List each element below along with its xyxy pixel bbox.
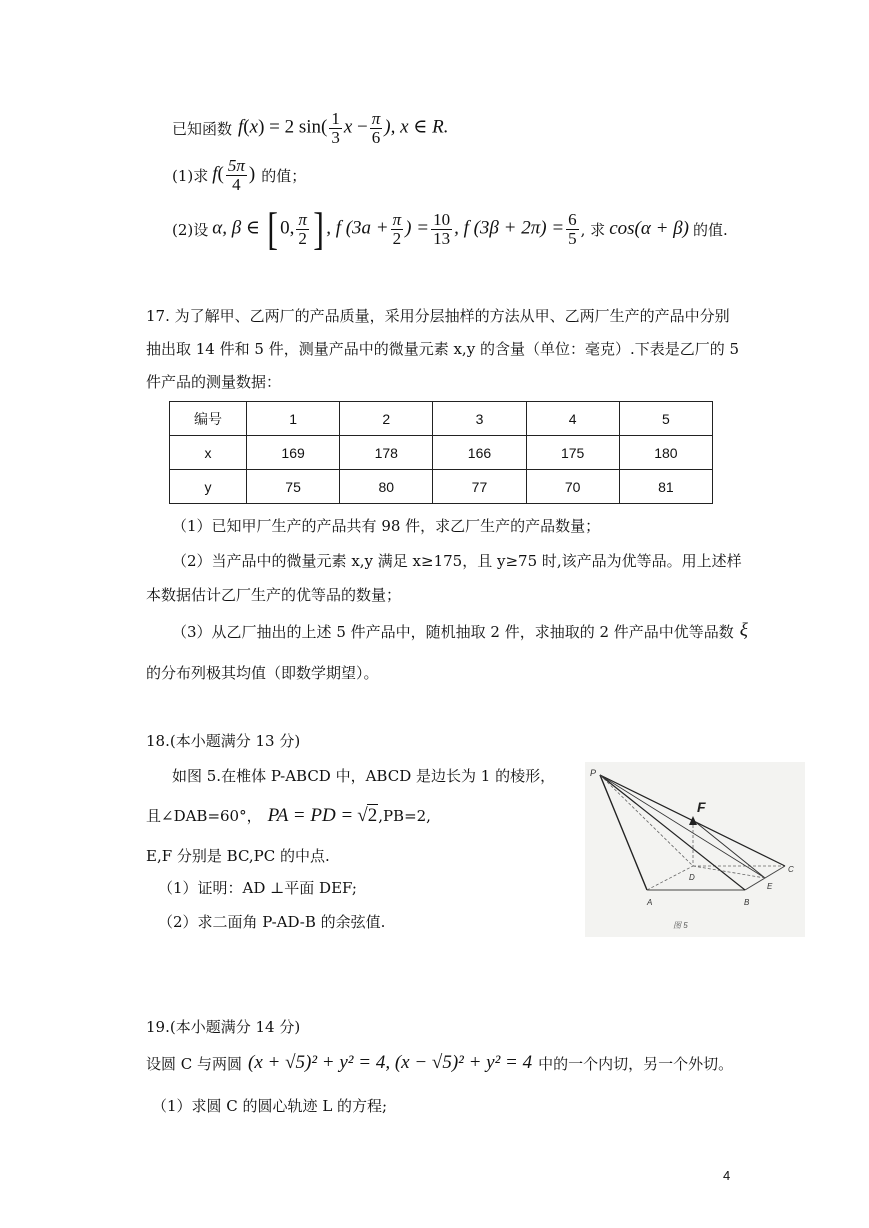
table-cell: 编号	[170, 402, 247, 436]
label-c: C	[788, 865, 794, 874]
table-cell: 81	[619, 470, 712, 504]
q18-header: 18.(本小题满分 13 分)	[146, 732, 301, 750]
q16-part2-label: (2)设	[172, 220, 209, 239]
q17-part3-b: 的分布列极其均值（即数学期望）。	[146, 664, 379, 682]
q19-line1: 设圆 C 与两圆 (x + √5)² + y² = 4, (x − √5)² + y² = 4 中的一个内切，另一个外切。	[146, 1052, 734, 1073]
q16-part2-ask: , 求	[580, 220, 606, 239]
f-symbol: f	[238, 116, 244, 138]
q17-line2: 抽出取 14 件和 5 件，测量产品中的微量元素 x,y 的含量（单位：毫克）.下表是乙厂的 5	[146, 340, 740, 358]
table-cell: 169	[247, 436, 340, 470]
q16-part1-suffix: 的值；	[261, 166, 307, 185]
label-e: E	[767, 882, 773, 891]
sqrt-two: √2	[357, 805, 378, 826]
table-cell: 5	[619, 402, 712, 436]
q16-part2-suffix: 的值.	[692, 220, 728, 239]
table-cell: x	[170, 436, 247, 470]
table-cell: 70	[526, 470, 619, 504]
q16-part1-math: f( $\frac{5\pi}{4}$ )	[212, 155, 256, 194]
table-header-row	[170, 402, 713, 436]
label-p: P	[590, 768, 597, 778]
table-cell: 4	[526, 402, 619, 436]
table-cell: 2	[340, 402, 433, 436]
q19-header: 19.(本小题满分 14 分)	[146, 1018, 301, 1036]
label-d: D	[689, 873, 695, 882]
q18-part2: （2）求二面角 P-AD-B 的余弦值.	[158, 913, 386, 931]
eq-sin: = 2 sin(	[269, 116, 328, 138]
frac-10-13: $\frac{10}{13}$	[433, 209, 451, 248]
q16-part2-math: α, β ∈ [ 0, $\frac{\pi}{2}$ ] , f (3a + $\frac{\pi}{2}$ ) = $\frac{10}{13}$ , f (3β + 2π) = $\frac{6}{5}$	[212, 203, 577, 254]
q19-circles-equation: (x + √5)² + y² = 4, (x − √5)² + y² = 4	[248, 1052, 533, 1073]
frac-pi-six: $\frac{\pi}{6}$	[371, 108, 381, 147]
figure-caption: 图 5	[673, 921, 688, 930]
label-b: B	[744, 898, 750, 907]
q16-statement	[172, 106, 448, 150]
q17-data-table	[169, 401, 713, 504]
q18-line2: 且∠DAB=60°， PA = PD = √2 ,PB=2,	[146, 804, 431, 826]
q17-part3-a: （3）从乙厂抽出的上述 5 件产品中，随机抽取 2 件，求抽取的 2 件产品中优等品数 ξ	[172, 620, 748, 641]
q18-part1: （1）证明：AD ⊥平面 DEF;	[158, 879, 357, 897]
q18-line3: E,F 分别是 BC,PC 的中点.	[146, 847, 330, 865]
q17-line1: 17. 为了解甲、乙两厂的产品质量，采用分层抽样的方法从甲、乙两厂生产的产品中分别	[146, 307, 730, 325]
q17-part2-a: （2）当产品中的微量元素 x,y 满足 x≥175，且 y≥75 时,该产品为优等品。用上述样	[172, 552, 742, 570]
q16-part2	[172, 202, 728, 256]
table-cell: 80	[340, 470, 433, 504]
table-cell: y	[170, 470, 247, 504]
table-cell: 180	[619, 436, 712, 470]
q16-function: f(x) = 2 sin( $\frac{1}{3}$ x − $\frac{\pi}{6}$ ), x ∈ R.	[238, 108, 449, 147]
frac-one-third: $\frac{1}{3}$	[331, 108, 340, 147]
q18-line1: 如图 5.在椎体 P-ABCD 中，ABCD 是边长为 1 的棱形，	[172, 767, 556, 785]
q17-part2-b: 本数据估计乙厂生产的优等品的数量；	[146, 586, 402, 604]
q17-line3: 件产品的测量数据：	[146, 373, 282, 391]
q17-part1: （1）已知甲厂生产的产品共有 98 件，求乙厂生产的产品数量；	[172, 517, 601, 535]
q19-part1: （1）求圆 C 的圆心轨迹 L 的方程;	[152, 1097, 388, 1115]
label-a: A	[647, 898, 653, 907]
q16-intro: 已知函数	[172, 119, 233, 138]
pyramid-figure	[585, 762, 805, 937]
pa-pd-expr: PA = PD =	[267, 804, 354, 826]
q16-part1-label: (1)求	[172, 166, 209, 185]
table-cell: 1	[247, 402, 340, 436]
table-cell: 178	[340, 436, 433, 470]
table-cell: 175	[526, 436, 619, 470]
q16-part1	[172, 152, 306, 198]
page-number: 4	[723, 1168, 731, 1183]
table-cell: 77	[433, 470, 526, 504]
xi-symbol: ξ	[739, 620, 748, 641]
table-row	[170, 470, 713, 504]
q16-cos-expr: cos(α + β)	[609, 218, 689, 239]
table-row	[170, 436, 713, 470]
table-cell: 3	[433, 402, 526, 436]
x-symbol: x	[249, 116, 259, 138]
label-f: F	[697, 799, 706, 815]
frac-5pi-4: $\frac{5\pi}{4}$	[227, 155, 245, 194]
table-cell: 166	[433, 436, 526, 470]
frac-pi-two-b: $\frac{\pi}{2}$	[392, 209, 402, 248]
table-cell: 75	[247, 470, 340, 504]
frac-pi-two: $\frac{\pi}{2}$	[298, 209, 307, 248]
frac-6-5: $\frac{6}{5}$	[568, 209, 577, 248]
